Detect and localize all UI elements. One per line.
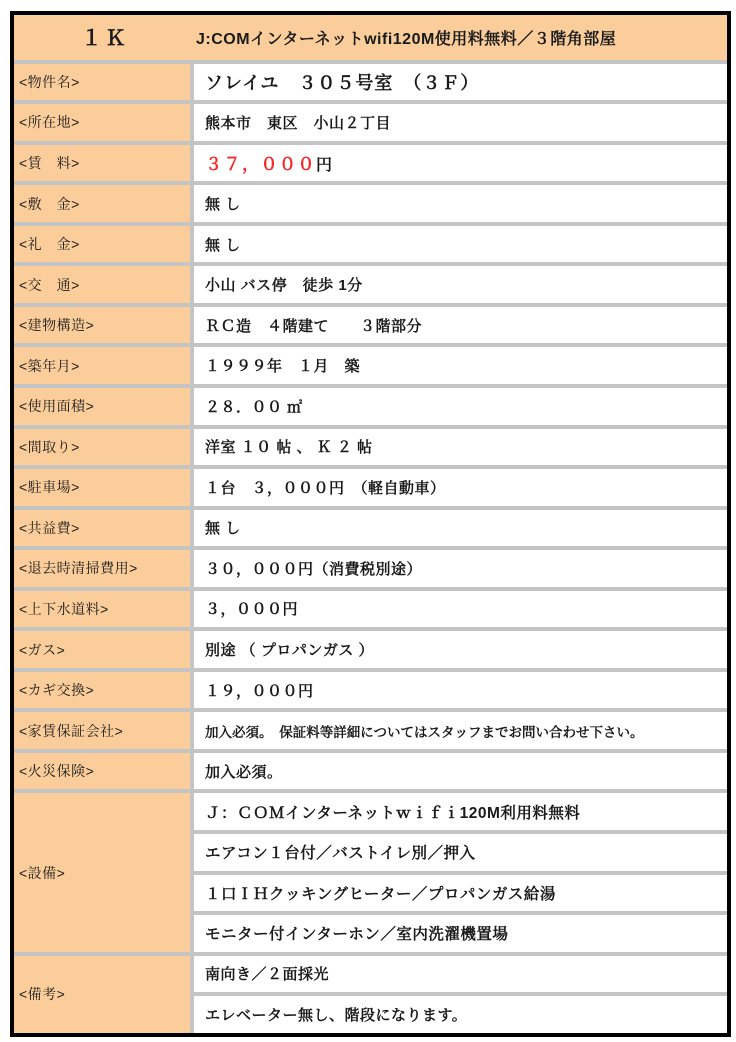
spec-row-structure	[14, 303, 727, 344]
spec-row-key-money	[14, 222, 727, 263]
value-floor-area: ２８．００ ㎡	[190, 384, 727, 425]
value-equipment-1: Ｊ：ＣＯＭインターネットｗｉｆｉ120M利用料無料	[190, 789, 727, 830]
label-property-name: <物件名>	[14, 60, 190, 101]
spec-row-parking	[14, 465, 727, 506]
label-gas: <ガス>	[14, 627, 190, 668]
spec-row-floor-area	[14, 384, 727, 425]
label-water-fee: <上下水道料>	[14, 587, 190, 628]
spec-row-layout	[14, 425, 727, 466]
header-row	[14, 15, 727, 60]
label-structure: <建物構造>	[14, 303, 190, 344]
promo-text: J:COMインターネットwifi120M使用料無料／３階角部屋	[196, 30, 617, 48]
spec-row-equipment-1	[14, 789, 727, 830]
spec-row-gas	[14, 627, 727, 668]
value-built-date: １９９９年 １月 築	[190, 343, 727, 384]
value-structure: ＲＣ造 ４階建て ３階部分	[190, 303, 727, 344]
value-common-fee: 無 し	[190, 506, 727, 547]
label-deposit: <敷 金>	[14, 181, 190, 222]
spec-row-built-date	[14, 343, 727, 384]
label-rent: <賃 料>	[14, 141, 190, 182]
spec-row-rent-guarantor	[14, 708, 727, 749]
label-notes: <備考>	[14, 952, 190, 1033]
value-layout: 洋室 １０ 帖 、 Ｋ ２ 帖	[190, 425, 727, 466]
label-cleaning-fee: <退去時清掃費用>	[14, 546, 190, 587]
label-address: <所在地>	[14, 100, 190, 141]
value-deposit: 無 し	[190, 181, 727, 222]
value-equipment-2: エアコン１台付／バストイレ別／押入	[190, 830, 727, 871]
spec-row-deposit	[14, 181, 727, 222]
value-fire-insurance: 加入必須。	[190, 749, 727, 790]
value-key-exchange: １９，０００円	[190, 668, 727, 709]
label-equipment: <設備>	[14, 789, 190, 951]
spec-row-common-fee	[14, 506, 727, 547]
value-gas: 別途 （ プロパンガス ）	[190, 627, 727, 668]
label-key-exchange: <カギ交換>	[14, 668, 190, 709]
rent-amount: ３７，０００	[205, 155, 316, 175]
spec-row-notes-1	[14, 952, 727, 993]
value-notes-2: エレベーター無し、階段になります。	[190, 992, 727, 1033]
unit-type-label: １Ｋ	[81, 27, 129, 51]
property-spec-table	[14, 15, 727, 1033]
value-parking: １台 ３，０００円 （軽自動車）	[190, 465, 727, 506]
value-notes-1: 南向き／２面採光	[190, 952, 727, 993]
label-fire-insurance: <火災保険>	[14, 749, 190, 790]
value-rent-guarantor: 加入必須。 保証料等詳細についてはスタッフまでお問い合わせ下さい。	[190, 708, 727, 749]
value-key-money: 無 し	[190, 222, 727, 263]
spec-row-key-exchange	[14, 668, 727, 709]
label-access: <交 通>	[14, 262, 190, 303]
header-cell	[14, 15, 727, 60]
spec-row-fire-insurance	[14, 749, 727, 790]
label-built-date: <築年月>	[14, 343, 190, 384]
label-parking: <駐車場>	[14, 465, 190, 506]
label-key-money: <礼 金>	[14, 222, 190, 263]
spec-row-property-name	[14, 60, 727, 101]
property-spec-sheet	[10, 11, 731, 1037]
value-address: 熊本市 東区 小山２丁目	[190, 100, 727, 141]
spec-row-address	[14, 100, 727, 141]
value-equipment-4: モニター付インターホン／室内洗濯機置場	[190, 911, 727, 952]
value-equipment-3: １口ＩＨクッキングヒーター／プロパンガス給湯	[190, 871, 727, 912]
header-content	[14, 22, 727, 52]
value-property-name: ソレイユ ３０５号室 （３Ｆ）	[190, 60, 727, 101]
spec-row-rent	[14, 141, 727, 182]
spec-row-water-fee	[14, 587, 727, 628]
label-common-fee: <共益費>	[14, 506, 190, 547]
spec-row-cleaning-fee	[14, 546, 727, 587]
rent-currency-suffix: 円	[316, 157, 333, 175]
label-floor-area: <使用面積>	[14, 384, 190, 425]
spec-row-access	[14, 262, 727, 303]
label-layout: <間取り>	[14, 425, 190, 466]
label-rent-guarantor: <家賃保証会社>	[14, 708, 190, 749]
value-water-fee: ３，０００円	[190, 587, 727, 628]
value-access: 小山 バス停 徒歩 1分	[190, 262, 727, 303]
value-rent	[190, 141, 727, 182]
value-cleaning-fee: ３０，０００円（消費税別途）	[190, 546, 727, 587]
